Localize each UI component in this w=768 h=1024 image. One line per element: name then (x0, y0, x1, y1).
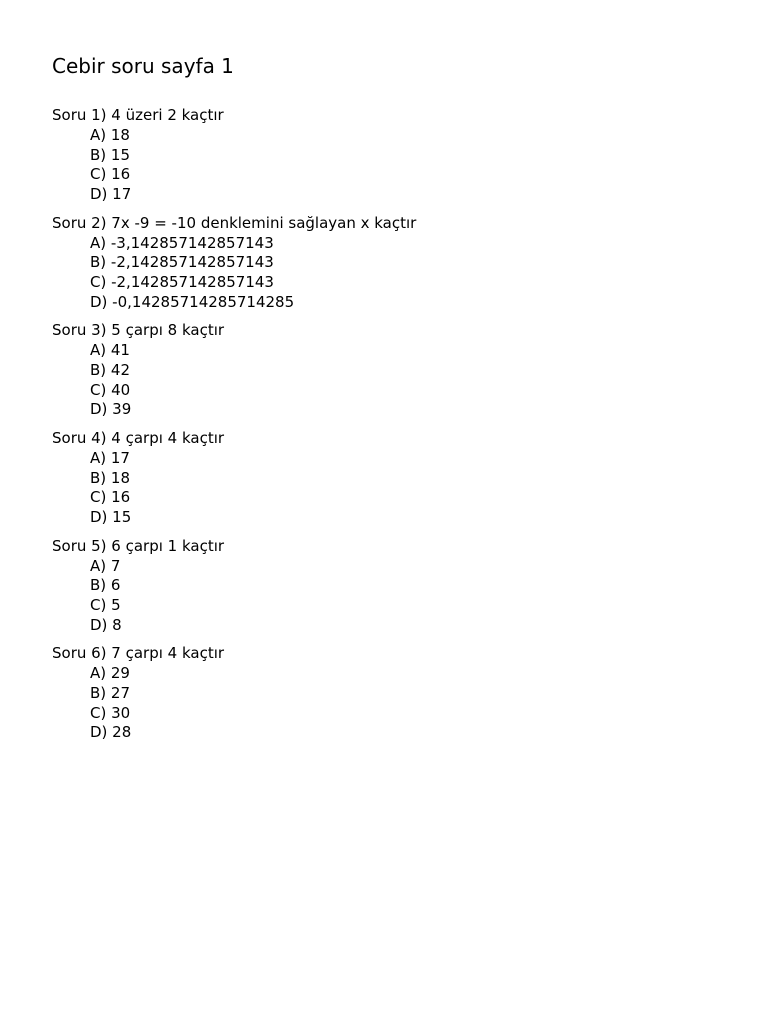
option-list (52, 449, 732, 528)
question-list (52, 105, 732, 751)
option-b: B) 15 (90, 145, 130, 164)
option-list (52, 234, 732, 313)
question-text: Soru 3) 5 çarpı 8 kaçtır (52, 321, 225, 340)
option-list (52, 126, 732, 205)
question-1 (52, 105, 732, 205)
option-a: A) 7 (90, 556, 121, 575)
option-d: D) 15 (90, 508, 132, 527)
question-2 (52, 213, 732, 313)
option-c: C) 5 (90, 596, 121, 615)
option-list (52, 341, 732, 420)
option-a: A) 17 (90, 449, 130, 468)
option-b: B) 42 (90, 361, 130, 380)
option-list (52, 664, 732, 743)
question-text: Soru 4) 4 çarpı 4 kaçtır (52, 429, 225, 448)
question-4 (52, 428, 732, 528)
option-c: C) 40 (90, 380, 131, 399)
option-d: D) 8 (90, 615, 122, 634)
question-text: Soru 2) 7x -9 = -10 denklemini sağlayan x kaçtır (52, 213, 417, 232)
question-5 (52, 536, 732, 636)
page-title: Cebir soru sayfa 1 (52, 54, 234, 78)
option-d: D) -0,14285714285714285 (90, 292, 295, 311)
option-d: D) 17 (90, 185, 132, 204)
question-text: Soru 1) 4 üzeri 2 kaçtır (52, 106, 224, 124)
option-c: C) 16 (90, 488, 131, 507)
question-text: Soru 5) 6 çarpı 1 kaçtır (52, 536, 225, 555)
option-a: A) 41 (90, 341, 130, 360)
option-c: C) 30 (90, 703, 131, 722)
option-c: C) 16 (90, 165, 131, 184)
option-c: C) -2,142857142857143 (90, 273, 274, 292)
option-b: B) -2,142857142857143 (90, 253, 274, 272)
question-3 (52, 320, 732, 420)
option-a: A) 29 (90, 664, 130, 683)
option-a: A) -3,142857142857143 (90, 233, 274, 252)
question-text: Soru 6) 7 çarpı 4 kaçtır (52, 644, 225, 663)
option-d: D) 39 (90, 400, 132, 419)
option-a: A) 18 (90, 126, 130, 144)
option-d: D) 28 (90, 723, 132, 742)
question-6 (52, 643, 732, 743)
option-b: B) 27 (90, 684, 130, 703)
option-b: B) 6 (90, 576, 121, 595)
option-list (52, 557, 732, 636)
option-b: B) 18 (90, 468, 130, 487)
